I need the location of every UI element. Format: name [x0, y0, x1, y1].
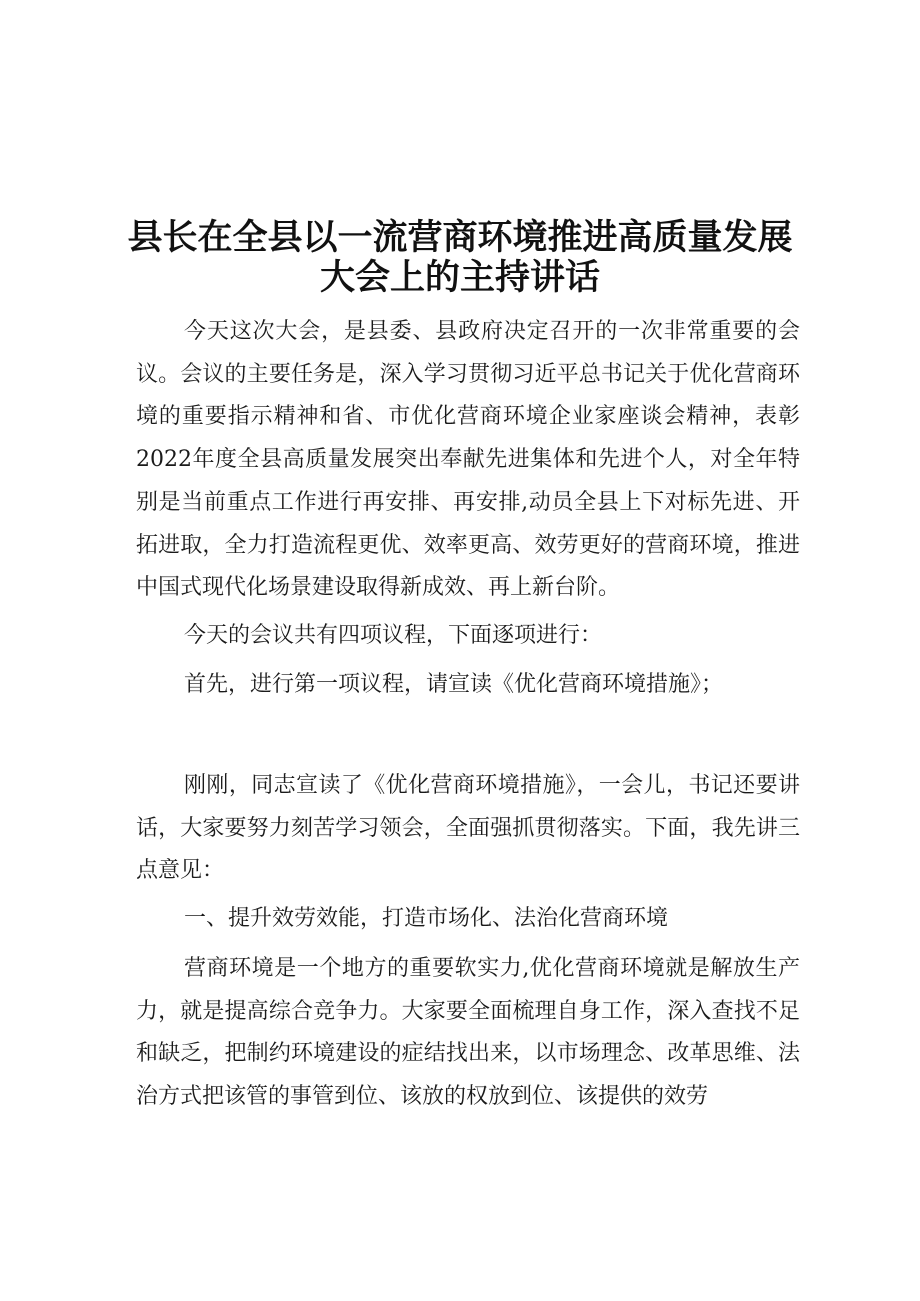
- paragraph-first-item: 首先，进行第一项议程，请宣读《优化营商环境措施》；: [184, 672, 724, 697]
- paragraph-section-one-body: 营商环境是一个地方的重要软实力,优化营商环境就是解放生产力，就是提高综合竞争力。大家要全面梳理自身工作，深入查找不足和缺乏，把制约环境建设的症结找出来，以市场理念、改革思维、法治方式把该管的事管到位、该放的权放到位、该提供的效劳: [136, 956, 800, 1110]
- section-heading-one: 一、提升效劳效能，打造市场化、法治化营商环境: [184, 906, 669, 931]
- paragraph-remarks: 刚刚，同志宣读了《优化营商环境措施》，一会儿，书记还要讲话，大家要努力刻苦学习领会，全面强抓贯彻落实。下面，我先讲三点意见：: [136, 773, 800, 884]
- paragraph-opening: 今天这次大会，是县委、县政府决定召开的一次非常重要的会议。会议的主要任务是，深入学习贯彻习近平总书记关于优化营商环境的重要指示精神和省、市优化营商环境企业家座谈会精神，表彰2022年度全县高质量发展突出奉献先进集体和先进个人，对全年特别是当前重点工作进行再安排、再安排,动员全县上下对标先进、开拓进取，全力打造流程更优、效率更高、效劳更好的营商环境，推进中国式现代化场景建设取得新成效、再上新台阶。: [136, 319, 800, 601]
- document-title-line-1: 县长在全县以一流营商环境推进高质量发展: [127, 218, 793, 258]
- document-title-line-2: 大会上的主持讲话: [319, 258, 600, 298]
- paragraph-agenda: 今天的会议共有四项议程，下面逐项进行：: [184, 623, 603, 648]
